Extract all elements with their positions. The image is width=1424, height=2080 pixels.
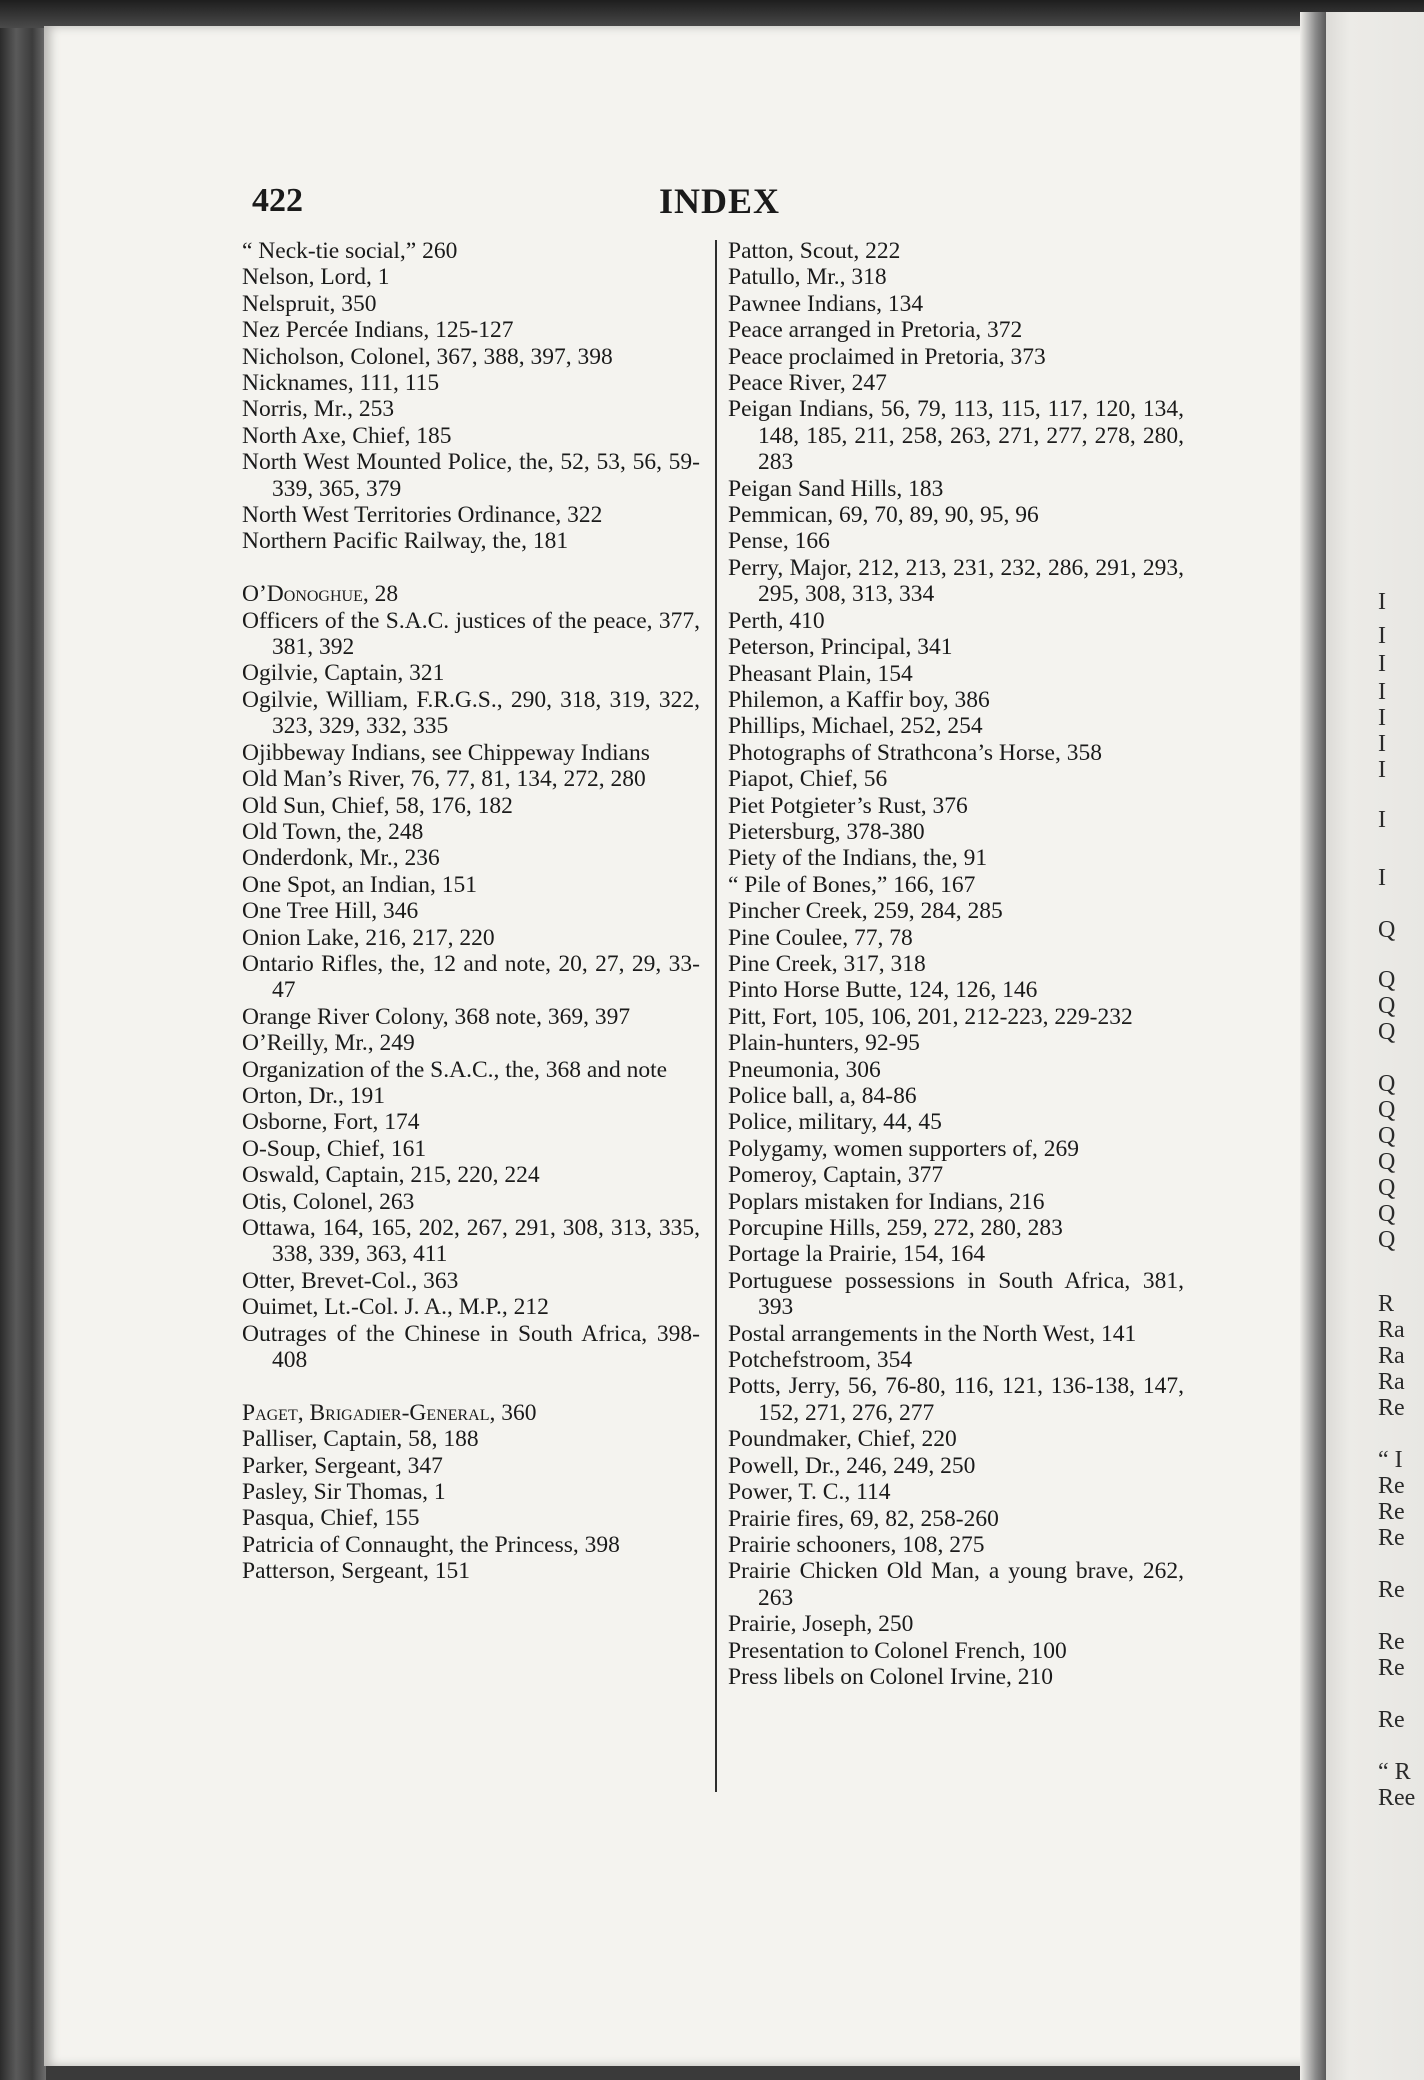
- facing-page-fragment: “ R: [1378, 1759, 1411, 1785]
- index-entry: Prairie fires, 69, 82, 258-260: [728, 1505, 999, 1532]
- facing-page-fragment: I: [1378, 651, 1386, 677]
- facing-page-fragment: Re: [1378, 1473, 1405, 1499]
- index-entry: Prairie, Joseph, 250: [728, 1611, 914, 1638]
- index-entry: Pietersburg, 378-380: [728, 818, 925, 845]
- index-entry: Porcupine Hills, 259, 272, 280, 283: [728, 1215, 1063, 1242]
- index-entry: Perry, Major, 212, 213, 231, 232, 286, 291, 293, 295, 308, 313, 334: [728, 554, 1184, 608]
- index-entry: Presentation to Colonel French, 100: [728, 1637, 1067, 1664]
- facing-page-fragment: Q: [1378, 1097, 1396, 1123]
- index-entry: O’Reilly, Mr., 249: [242, 1030, 415, 1057]
- index-entry: Photographs of Strathcona’s Horse, 358: [728, 739, 1102, 766]
- index-entry: Pheasant Plain, 154: [728, 660, 913, 687]
- index-entry: Ontario Rifles, the, 12 and note, 20, 27, 29, 33-47: [242, 950, 700, 1004]
- index-entry: Press libels on Colonel Irvine, 210: [728, 1663, 1054, 1690]
- index-entry: One Tree Hill, 346: [242, 898, 419, 925]
- index-entry: Piet Potgieter’s Rust, 376: [728, 792, 968, 819]
- index-entry: Nez Percée Indians, 125-127: [242, 317, 514, 344]
- page-header: [252, 182, 1182, 226]
- index-entry: Potchefstroom, 354: [728, 1347, 913, 1374]
- index-entry: Patullo, Mr., 318: [728, 264, 887, 291]
- facing-page-fragment: I: [1378, 757, 1386, 783]
- index-entry: North West Mounted Police, the, 52, 53, 56, 59-339, 365, 379: [242, 449, 700, 502]
- index-entry: Patricia of Connaught, the Princess, 398: [242, 1531, 620, 1558]
- index-entry: Nelspruit, 350: [242, 290, 377, 317]
- section-gap: [242, 555, 700, 581]
- index-entry: Pinto Horse Butte, 124, 126, 146: [728, 977, 1038, 1004]
- index-entry: Postal arrangements in the North West, 141: [728, 1320, 1137, 1347]
- facing-page-fragment: Q: [1378, 993, 1396, 1019]
- index-entry: O-Soup, Chief, 161: [242, 1135, 427, 1162]
- index-entry: Nicknames, 111, 115: [242, 370, 440, 397]
- index-entry: Pawnee Indians, 134: [728, 290, 924, 317]
- facing-page-fragment: I: [1378, 623, 1386, 649]
- index-entry: “ Pile of Bones,” 166, 167: [728, 871, 976, 898]
- index-entry: O’Donoghue, 28: [242, 581, 399, 608]
- facing-page-fragment: I: [1378, 865, 1386, 891]
- page-number: 422: [252, 182, 303, 219]
- index-entry: Patton, Scout, 222: [728, 238, 901, 264]
- facing-page-fragment: Q: [1378, 917, 1396, 943]
- index-entry: Portuguese possessions in South Africa, 381, 393: [728, 1267, 1184, 1321]
- facing-page-fragment: I: [1378, 679, 1386, 705]
- facing-page-fragment: R: [1378, 1291, 1395, 1317]
- index-entry: Plain-hunters, 92-95: [728, 1030, 920, 1057]
- facing-page-fragment: Re: [1378, 1655, 1405, 1681]
- index-entry: Norris, Mr., 253: [242, 396, 395, 423]
- index-entry: Poplars mistaken for Indians, 216: [728, 1188, 1045, 1215]
- index-entry: North West Territories Ordinance, 322: [242, 502, 603, 529]
- facing-page-fragment: Re: [1378, 1395, 1405, 1421]
- facing-page-fragment: I: [1378, 731, 1386, 757]
- running-head: INDEX: [659, 181, 781, 221]
- index-entry: Pneumonia, 306: [728, 1056, 881, 1083]
- index-entry: One Spot, an Indian, 151: [242, 871, 477, 898]
- column-divider: [715, 240, 717, 1792]
- index-entry: Onion Lake, 216, 217, 220: [242, 924, 495, 951]
- facing-page-fragment: Q: [1378, 1227, 1396, 1253]
- facing-page-fragment: Ra: [1378, 1317, 1405, 1343]
- index-entry: Pasqua, Chief, 155: [242, 1505, 420, 1532]
- section-gap: [242, 1373, 700, 1399]
- facing-page-fragment: Re: [1378, 1629, 1405, 1655]
- book-top-edge: [0, 0, 1424, 28]
- index-entry: Ottawa, 164, 165, 202, 267, 291, 308, 313, 335, 338, 339, 363, 411: [242, 1215, 700, 1268]
- index-entry: Paget, Brigadier-General, 360: [242, 1399, 537, 1426]
- index-column-left: [242, 238, 700, 1585]
- index-entry: Ogilvie, Captain, 321: [242, 660, 445, 687]
- index-entry: Piety of the Indians, the, 91: [728, 845, 988, 872]
- index-entry: Otis, Colonel, 263: [242, 1188, 415, 1215]
- index-entry: Old Town, the, 248: [242, 818, 424, 845]
- index-entry: Peace proclaimed in Pretoria, 373: [728, 343, 1046, 370]
- index-entry: Osborne, Fort, 174: [242, 1109, 420, 1136]
- index-entry: Nelson, Lord, 1: [242, 264, 390, 291]
- index-entry: Phillips, Michael, 252, 254: [728, 713, 983, 740]
- index-entry: Oswald, Captain, 215, 220, 224: [242, 1162, 540, 1189]
- facing-page-fragment: Ree: [1378, 1785, 1416, 1811]
- index-entry: Pemmican, 69, 70, 89, 90, 95, 96: [728, 502, 1039, 529]
- index-entry: Police ball, a, 84-86: [728, 1083, 917, 1109]
- index-entry: Pasley, Sir Thomas, 1: [242, 1479, 446, 1506]
- facing-page-fragment: Q: [1378, 1201, 1396, 1227]
- index-entry: Palliser, Captain, 58, 188: [242, 1426, 479, 1453]
- index-entry: Prairie schooners, 108, 275: [728, 1531, 985, 1558]
- facing-page-fragment: Re: [1378, 1577, 1405, 1603]
- index-column-right: [728, 238, 1184, 1690]
- index-entry: Pitt, Fort, 105, 106, 201, 212-223, 229-232: [728, 1003, 1133, 1030]
- index-entry: Old Man’s River, 76, 77, 81, 134, 272, 280: [242, 766, 646, 793]
- index-entry: Portage la Prairie, 154, 164: [728, 1241, 986, 1268]
- index-entry: Prairie Chicken Old Man, a young brave, 262, 263: [728, 1558, 1184, 1611]
- index-entry: Police, military, 44, 45: [728, 1109, 942, 1136]
- facing-page-fragment: Ra: [1378, 1343, 1405, 1369]
- facing-page-fragment: Re: [1378, 1499, 1405, 1525]
- index-entry: Peace River, 247: [728, 370, 887, 397]
- facing-page-fragment: Re: [1378, 1707, 1405, 1733]
- index-entry: Pomeroy, Captain, 377: [728, 1162, 944, 1189]
- index-entry: Pine Creek, 317, 318: [728, 950, 926, 977]
- facing-page-fragment: Q: [1378, 967, 1396, 993]
- index-entry: Perth, 410: [728, 607, 825, 634]
- index-entry: Patterson, Sergeant, 151: [242, 1558, 471, 1585]
- index-entry: Potts, Jerry, 56, 76-80, 116, 121, 136-138, 147, 152, 271, 276, 277: [728, 1373, 1184, 1426]
- facing-page-fragment: Re: [1378, 1525, 1405, 1551]
- index-entry: Peace arranged in Pretoria, 372: [728, 317, 1023, 344]
- index-entry: Polygamy, women supporters of, 269: [728, 1135, 1079, 1162]
- index-entry: Parker, Sergeant, 347: [242, 1452, 443, 1479]
- facing-page-fragment: Q: [1378, 1071, 1396, 1097]
- index-entry: North Axe, Chief, 185: [242, 422, 452, 449]
- index-entry: Pincher Creek, 259, 284, 285: [728, 898, 1003, 925]
- index-entry: Piapot, Chief, 56: [728, 766, 888, 793]
- index-entry: Philemon, a Kaffir boy, 386: [728, 686, 990, 713]
- index-entry: Powell, Dr., 246, 249, 250: [728, 1452, 976, 1479]
- index-entry: Pine Coulee, 77, 78: [728, 924, 913, 951]
- index-entry: Poundmaker, Chief, 220: [728, 1426, 957, 1453]
- index-entry: Onderdonk, Mr., 236: [242, 845, 440, 872]
- facing-page-fragment: I: [1378, 705, 1386, 731]
- index-entry: Officers of the S.A.C. justices of the peace, 377, 381, 392: [242, 607, 700, 661]
- facing-page-fragment: Q: [1378, 1123, 1396, 1149]
- facing-page-fragment: “ I: [1378, 1447, 1403, 1473]
- index-entry: Peigan Sand Hills, 183: [728, 475, 944, 502]
- facing-page-fragment: I: [1378, 807, 1386, 833]
- index-entry: Ouimet, Lt.-Col. J. A., M.P., 212: [242, 1294, 549, 1321]
- index-entry: Peterson, Principal, 341: [728, 634, 953, 661]
- facing-page-fragment: Q: [1378, 1019, 1396, 1045]
- facing-page-fragment: Ra: [1378, 1369, 1405, 1395]
- index-entry: “ Neck-tie social,” 260: [242, 238, 458, 264]
- index-entry: Orton, Dr., 191: [242, 1082, 385, 1109]
- index-entry: Pense, 166: [728, 528, 830, 555]
- index-entry: Otter, Brevet-Col., 363: [242, 1267, 459, 1294]
- facing-page-fragment: Q: [1378, 1149, 1396, 1175]
- index-entry: Outrages of the Chinese in South Africa, 398-408: [242, 1320, 700, 1374]
- index-entry: Orange River Colony, 368 note, 369, 397: [242, 1003, 631, 1030]
- page-gutter: [1300, 12, 1326, 2080]
- index-entry: Organization of the S.A.C., the, 368 and note: [242, 1056, 668, 1083]
- facing-page-fragment: I: [1378, 589, 1386, 615]
- facing-page-fragment: Q: [1378, 1175, 1396, 1201]
- index-entry: Old Sun, Chief, 58, 176, 182: [242, 792, 513, 819]
- index-entry: Ojibbeway Indians, see Chippeway Indians: [242, 739, 650, 766]
- index-entry: Peigan Indians, 56, 79, 113, 115, 117, 120, 134, 148, 185, 211, 258, 263, 271, 277, 278, 280, 283: [728, 396, 1184, 476]
- index-entry: Nicholson, Colonel, 367, 388, 397, 398: [242, 343, 613, 370]
- index-entry: Power, T. C., 114: [728, 1479, 891, 1506]
- index-entry: Northern Pacific Railway, the, 181: [242, 528, 569, 555]
- index-entry: Ogilvie, William, F.R.G.S., 290, 318, 319, 322, 323, 329, 332, 335: [242, 686, 700, 740]
- book-spine-edge: [0, 0, 46, 2080]
